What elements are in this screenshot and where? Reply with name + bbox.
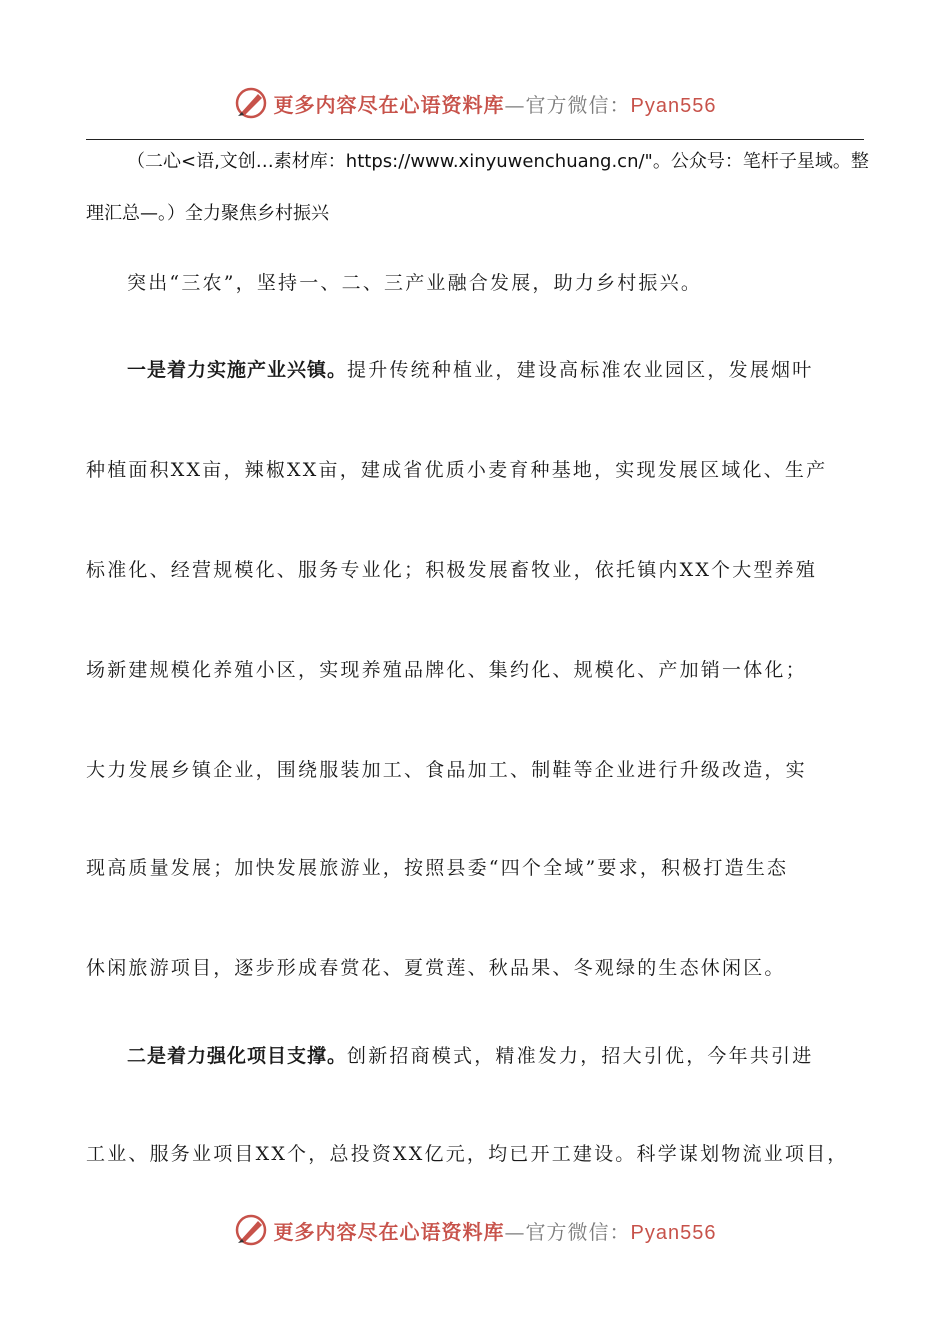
banner-wechat-id: Pyan556: [630, 1221, 717, 1244]
pen-in-circle-icon: [234, 1213, 268, 1247]
banner-brand: 更多内容尽在心语资料库: [273, 92, 505, 117]
bottom-banner: [0, 1210, 950, 1250]
banner-separator: —官方微信：: [504, 1219, 631, 1244]
pen-in-circle-icon: [234, 86, 268, 120]
section1-line: 种植面积XX亩，辣椒XX亩，建成省优质小麦育种基地，实现发展区域化、生产: [86, 459, 828, 481]
top-banner: [0, 83, 950, 123]
section1-line: 场新建规模化养殖小区，实现养殖品牌化、集约化、规模化、产加销一体化；: [86, 659, 807, 681]
section1-lead: 一是着力实施产业兴镇。: [127, 359, 348, 381]
section2-first-line: [127, 1041, 907, 1068]
section1-line: 大力发展乡镇企业，围绕服装加工、食品加工、制鞋等企业进行升级改造，实: [86, 759, 807, 781]
banner-text: [274, 1216, 717, 1245]
section2-first-rest: 创新招商模式，精准发力，招大引优，今年共引进: [347, 1045, 814, 1067]
intro-paragraph: 突出“三农”，坚持一、二、三产业融合发展，助力乡村振兴。: [127, 272, 703, 294]
section1-line: 现高质量发展；加快发展旅游业，按照县委“四个全域”要求，积极打造生态: [86, 857, 789, 879]
section1-line: 标准化、经营规模化、服务专业化；积极发展畜牧业，依托镇内XX个大型养殖: [86, 559, 818, 581]
header-note-line-1: （二心<语,文创…素材库：https://www.xinyuwenchuang.cn/"。公众号：笔杆子星域。整: [127, 151, 869, 172]
banner-brand: 更多内容尽在心语资料库: [273, 1219, 505, 1244]
section2-lead: 二是着力强化项目支撑。: [127, 1045, 348, 1067]
section1-first-line: [127, 355, 907, 382]
header-divider: [86, 139, 864, 140]
banner-separator: —官方微信：: [504, 92, 631, 117]
section1-line: 休闲旅游项目，逐步形成春赏花、夏赏莲、秋品果、冬观绿的生态休闲区。: [86, 957, 786, 979]
banner-text: [274, 89, 717, 118]
header-note-line-2: 理汇总—。）全力聚焦乡村振兴: [86, 203, 329, 224]
section2-line: 工业、服务业项目XX个，总投资XX亿元，均已开工建设。科学谋划物流业项目，: [86, 1143, 849, 1165]
section1-first-rest: 提升传统种植业，建设高标准农业园区，发展烟叶: [347, 359, 814, 381]
banner-wechat-id: Pyan556: [630, 94, 717, 117]
